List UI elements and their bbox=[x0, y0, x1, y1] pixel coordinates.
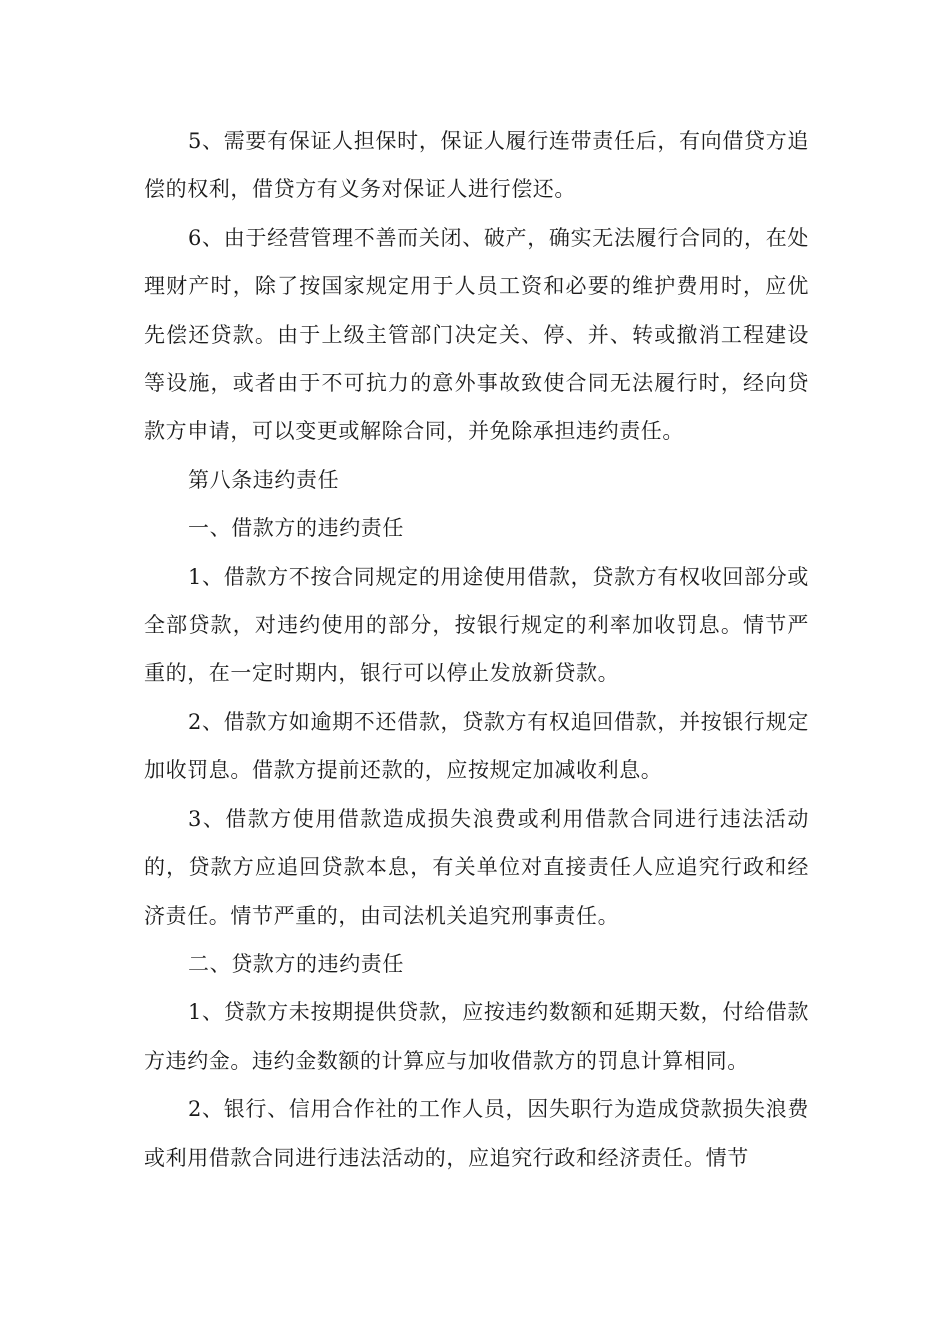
paragraph-borrower-illegal-use: 3、借款方使用借款造成损失浪费或利用借款合同进行违法活动的，贷款方应追回贷款本息，有关单位对直接责任人应追究行政和经济责任。情节严重的，由司法机关追究刑事责任。 bbox=[144, 806, 809, 928]
paragraph-staff-negligence: 2、银行、信用合作社的工作人员，因失职行为造成贷款损失浪费或利用借款合同进行违法活动的，应追究行政和经济责任。情节 bbox=[144, 1097, 809, 1170]
document-body bbox=[144, 117, 809, 1182]
paragraph-borrower-overdue: 2、借款方如逾期不还借款，贷款方有权追回借款，并按银行规定加收罚息。借款方提前还款的，应按规定加减收利息。 bbox=[144, 709, 809, 783]
paragraph-bankruptcy-handling: 6、由于经营管理不善而关闭、破产，确实无法履行合同的，在处理财产时，除了按国家规定用于人员工资和必要的维护费用时，应优先偿还贷款。由于上级主管部门决定关、停、并、转或撤消工程建设等设施，或者由于不可抗力的意外事故致使合同无法履行时，经向贷款方申请，可以变更或解除合同，并免除承担违约责任。 bbox=[144, 225, 809, 444]
paragraph-guarantor-rights: 5、需要有保证人担保时，保证人履行连带责任后，有向借贷方追偿的权利，借贷方有义务对保证人进行偿还。 bbox=[144, 129, 809, 202]
subsection-heading-lender-liability: 二、贷款方的违约责任 bbox=[188, 951, 404, 976]
subsection-heading-borrower-liability: 一、借款方的违约责任 bbox=[188, 516, 404, 541]
paragraph-lender-late-loan: 1、贷款方未按期提供贷款，应按违约数额和延期天数，付给借款方违约金。违约金数额的计算应与加收借款方的罚息计算相同。 bbox=[144, 1000, 809, 1073]
section-heading-article-8: 第八条违约责任 bbox=[188, 467, 340, 492]
paragraph-borrower-misuse: 1、借款方不按合同规定的用途使用借款，贷款方有权收回部分或全部贷款，对违约使用的部分，按银行规定的利率加收罚息。情节严重的，在一定时期内，银行可以停止发放新贷款。 bbox=[144, 564, 809, 686]
